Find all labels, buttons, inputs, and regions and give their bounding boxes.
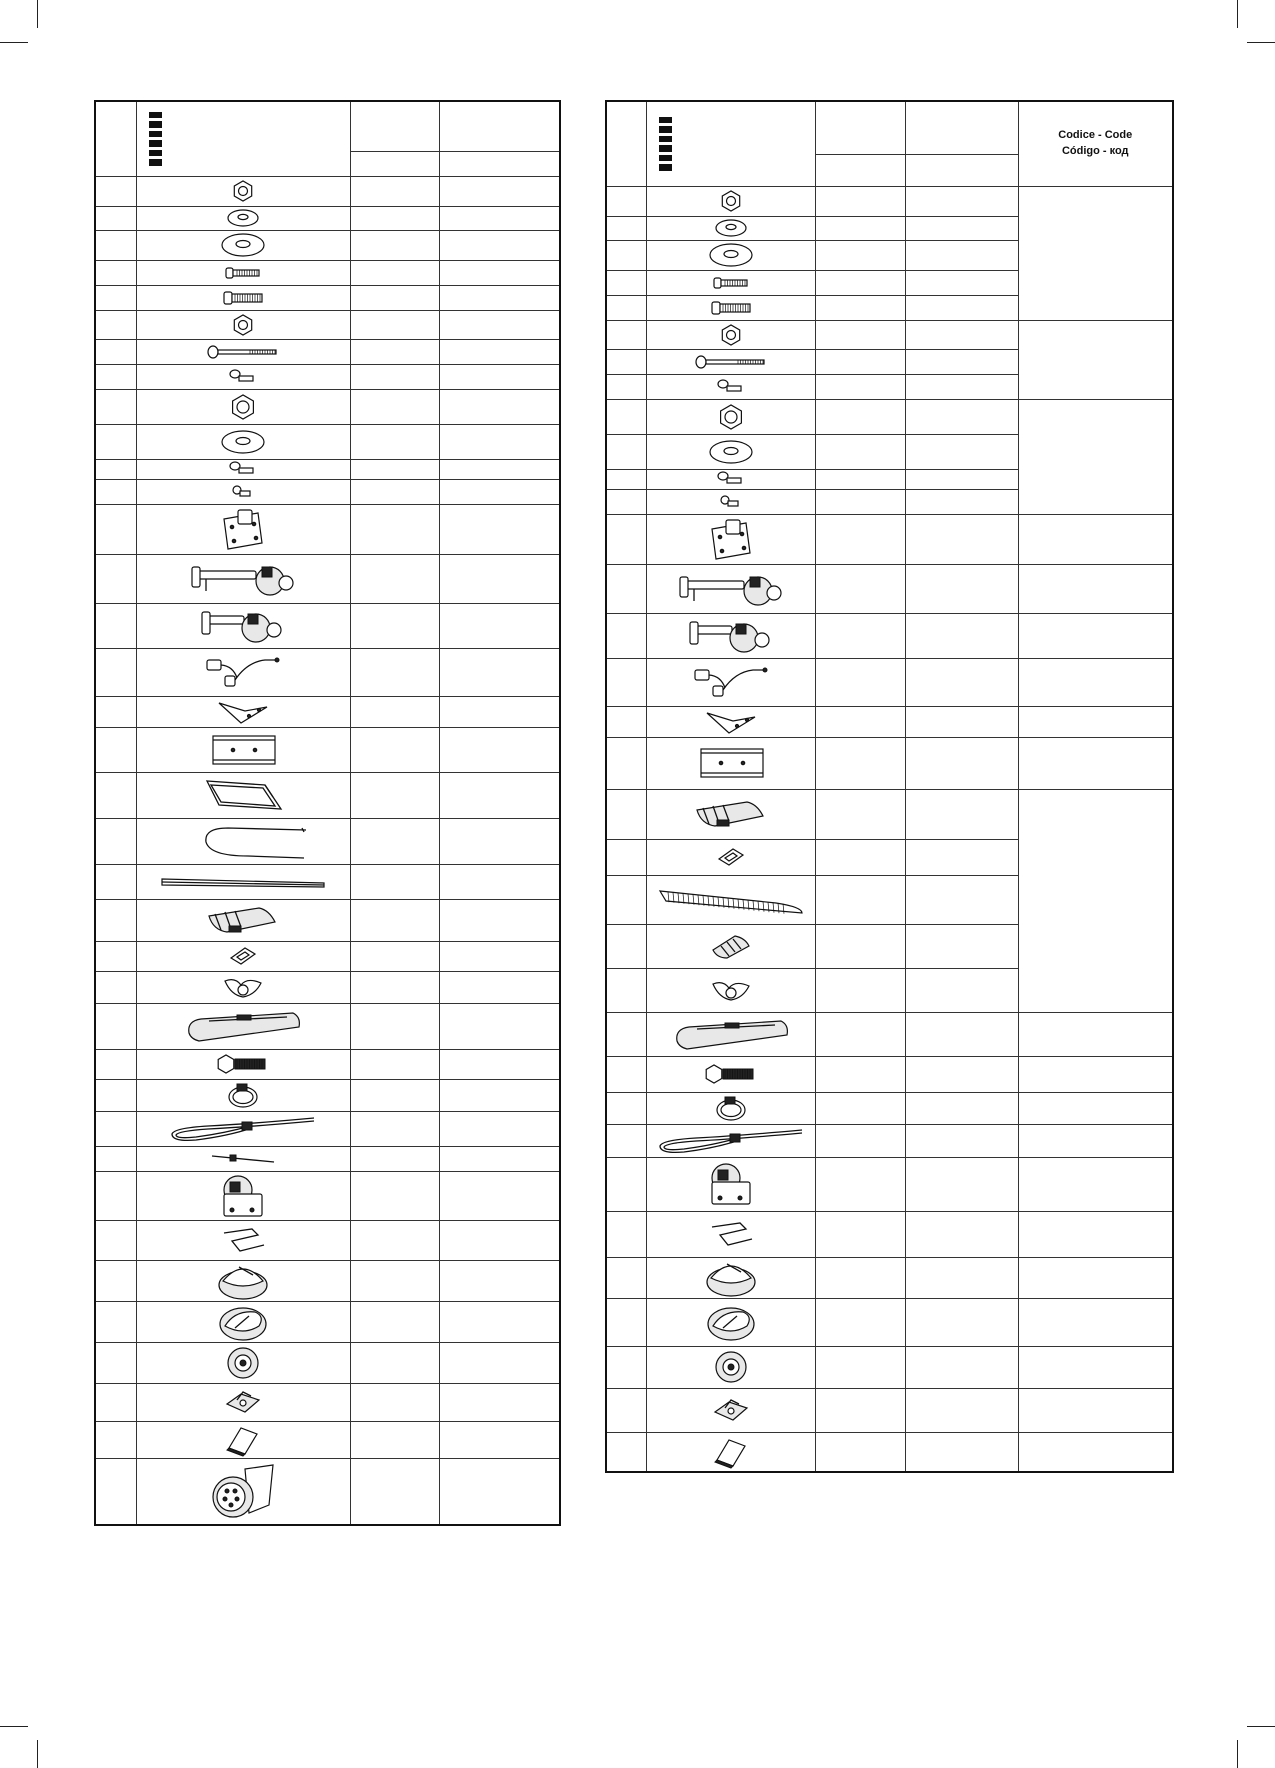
hex-nut-small-icon: [137, 180, 350, 202]
table-row: [95, 1260, 560, 1301]
ratchet-knob-icon: [647, 1258, 815, 1298]
table-row: [95, 727, 560, 772]
end-cap-icon: [647, 1434, 815, 1470]
table-row: [606, 658, 1173, 706]
table-row: [606, 613, 1173, 658]
strap-long-icon: [137, 1114, 350, 1144]
rubber-pad-icon: [137, 902, 350, 938]
cable-connector-icon: [647, 662, 815, 702]
table-row: [95, 1049, 560, 1079]
socket-plug-icon: [137, 1461, 350, 1521]
u-frame-icon: [137, 775, 350, 815]
table-row: [95, 1342, 560, 1383]
table-row: [95, 339, 560, 364]
table-row: [95, 1003, 560, 1049]
language-swatches: [137, 112, 350, 166]
crop-mark: [1237, 1740, 1238, 1768]
language-swatch: [149, 150, 162, 157]
bolt-medium-icon: [647, 299, 815, 317]
small-clip-icon: [647, 845, 815, 869]
ratchet-knob-icon: [137, 1261, 350, 1301]
crop-mark: [0, 1726, 28, 1727]
table-row: [95, 1079, 560, 1111]
language-swatch: [659, 155, 672, 162]
language-swatch: [149, 131, 162, 138]
cable-connector-icon: [137, 652, 350, 692]
table-row: [606, 1157, 1173, 1211]
table-row: [95, 864, 560, 899]
hex-nut-small-icon: [647, 324, 815, 346]
crop-mark: [1247, 42, 1275, 43]
lock-bar-long-icon: [137, 557, 350, 601]
bolt-short-icon: [647, 275, 815, 291]
table-row: [95, 389, 560, 424]
table-row: [95, 648, 560, 696]
table-row: [95, 971, 560, 1003]
language-swatch: [659, 126, 672, 133]
bolt-tiny-icon: [647, 470, 815, 488]
table-row: [95, 504, 560, 554]
end-cap-icon: [137, 1422, 350, 1458]
lock-body-icon: [647, 1160, 815, 1208]
table-row: [606, 514, 1173, 564]
table-row: [95, 1301, 560, 1342]
strap-ribbed-icon: [647, 883, 815, 917]
cable-tie-icon: [137, 1152, 350, 1166]
wire-spring-icon: [137, 1225, 350, 1255]
language-swatches: [647, 117, 815, 171]
code-header-line1: Codice - Code: [1058, 128, 1133, 141]
hex-nut-large-icon: [647, 403, 815, 431]
hex-nut-large-icon: [137, 393, 350, 421]
table-row: [95, 260, 560, 285]
pad-clip-icon: [647, 930, 815, 962]
table-row: [95, 176, 560, 206]
bolt-tiny-icon: [137, 460, 350, 478]
parts-table-left: [94, 100, 561, 1526]
long-bolt-icon: [647, 1062, 815, 1086]
table-row: [95, 1421, 560, 1458]
foot-pad-icon: [647, 1015, 815, 1053]
flat-washer-large-icon: [647, 438, 815, 466]
table-row: [95, 696, 560, 727]
table-row: [95, 941, 560, 971]
flat-washer-large-icon: [137, 428, 350, 456]
bolt-mini-icon: [647, 494, 815, 510]
language-swatch: [659, 136, 672, 143]
long-rail-icon: [137, 875, 350, 889]
knurled-knob-icon: [647, 1347, 815, 1387]
table-row: [606, 1257, 1173, 1298]
table-row: [606, 1124, 1173, 1157]
carriage-bolt-long-icon: [137, 344, 350, 360]
table-row: [95, 1383, 560, 1421]
bolt-medium-icon: [137, 289, 350, 307]
table-row: [95, 554, 560, 603]
table-row: [95, 230, 560, 260]
flat-washer-large-icon: [647, 241, 815, 269]
crop-mark: [1247, 1726, 1275, 1727]
table-row: [606, 1092, 1173, 1124]
crop-mark: [0, 42, 28, 43]
hex-nut-small-icon: [647, 190, 815, 212]
table-row: [606, 1388, 1173, 1432]
table-row: [606, 1211, 1173, 1257]
angle-bracket-icon: [647, 707, 815, 737]
table-row: [95, 1171, 560, 1220]
parts-table-right: [605, 100, 1174, 1473]
small-clip-icon: [137, 944, 350, 968]
table-header-row: [95, 101, 560, 151]
hex-nut-small-icon: [137, 314, 350, 336]
table-row: [95, 310, 560, 339]
table-row: [95, 899, 560, 941]
hose-clamp-icon: [647, 1093, 815, 1123]
table-row: [95, 772, 560, 818]
language-swatch: [149, 121, 162, 128]
angle-bracket-icon: [137, 697, 350, 727]
table-row: [95, 1146, 560, 1171]
crop-mark: [1237, 0, 1238, 28]
flat-washer-small-icon: [137, 208, 350, 228]
table-row: [606, 1346, 1173, 1388]
language-swatch: [659, 145, 672, 152]
mounting-plate-icon: [647, 517, 815, 561]
bolt-tiny-icon: [137, 368, 350, 386]
crop-mark: [37, 0, 38, 28]
bolt-mini-icon: [137, 484, 350, 500]
ratchet-knob-flat-icon: [137, 1302, 350, 1342]
rubber-pad-icon: [647, 796, 815, 832]
flat-washer-large-icon: [137, 231, 350, 259]
table-row: [606, 186, 1173, 216]
wire-spring-icon: [647, 1219, 815, 1249]
code-header-line2: Código - код: [1061, 144, 1129, 157]
foot-pad-icon: [137, 1007, 350, 1045]
ratchet-knob-flat-icon: [647, 1302, 815, 1342]
table-row: [95, 364, 560, 389]
wing-nut-icon: [647, 976, 815, 1004]
table-row: [606, 564, 1173, 613]
table-row: [606, 1432, 1173, 1472]
wing-nut-icon: [137, 973, 350, 1001]
mounting-plate-icon: [137, 507, 350, 551]
crop-mark: [37, 1740, 38, 1768]
table-row: [95, 459, 560, 479]
table-row: [95, 603, 560, 648]
hose-clamp-icon: [137, 1080, 350, 1110]
channel-bracket-icon: [647, 743, 815, 783]
language-swatch: [149, 140, 162, 147]
spring-clip-icon: [137, 1388, 350, 1416]
lock-body-icon: [137, 1172, 350, 1220]
language-swatch: [659, 117, 672, 124]
table-header-row: [606, 101, 1173, 154]
table-row: [606, 1298, 1173, 1346]
table-row: [606, 706, 1173, 737]
language-swatch: [149, 159, 162, 166]
table-row: [606, 320, 1173, 349]
table-row: [95, 818, 560, 864]
table-row: [606, 789, 1173, 839]
spring-clip-icon: [647, 1396, 815, 1424]
lock-bar-short-icon: [647, 614, 815, 658]
lock-bar-long-icon: [647, 567, 815, 611]
carriage-bolt-long-icon: [647, 354, 815, 370]
table-row: [95, 1111, 560, 1146]
bolt-tiny-icon: [647, 378, 815, 396]
table-row: [95, 206, 560, 230]
table-row: [95, 1220, 560, 1260]
table-row: [606, 399, 1173, 434]
code-header: [1019, 128, 1173, 160]
flat-washer-small-icon: [647, 218, 815, 238]
language-swatch: [659, 164, 672, 171]
strap-long-icon: [647, 1126, 815, 1156]
knurled-knob-icon: [137, 1343, 350, 1383]
table-row: [95, 285, 560, 310]
table-row: [606, 737, 1173, 789]
table-row: [95, 1458, 560, 1525]
channel-bracket-icon: [137, 730, 350, 770]
bolt-short-icon: [137, 265, 350, 281]
table-row: [95, 424, 560, 459]
lock-bar-short-icon: [137, 604, 350, 648]
table-row: [95, 479, 560, 504]
long-bolt-icon: [137, 1052, 350, 1076]
table-row: [606, 1056, 1173, 1092]
bent-rod-icon: [137, 820, 350, 862]
language-swatch: [149, 112, 162, 119]
table-row: [606, 1012, 1173, 1056]
